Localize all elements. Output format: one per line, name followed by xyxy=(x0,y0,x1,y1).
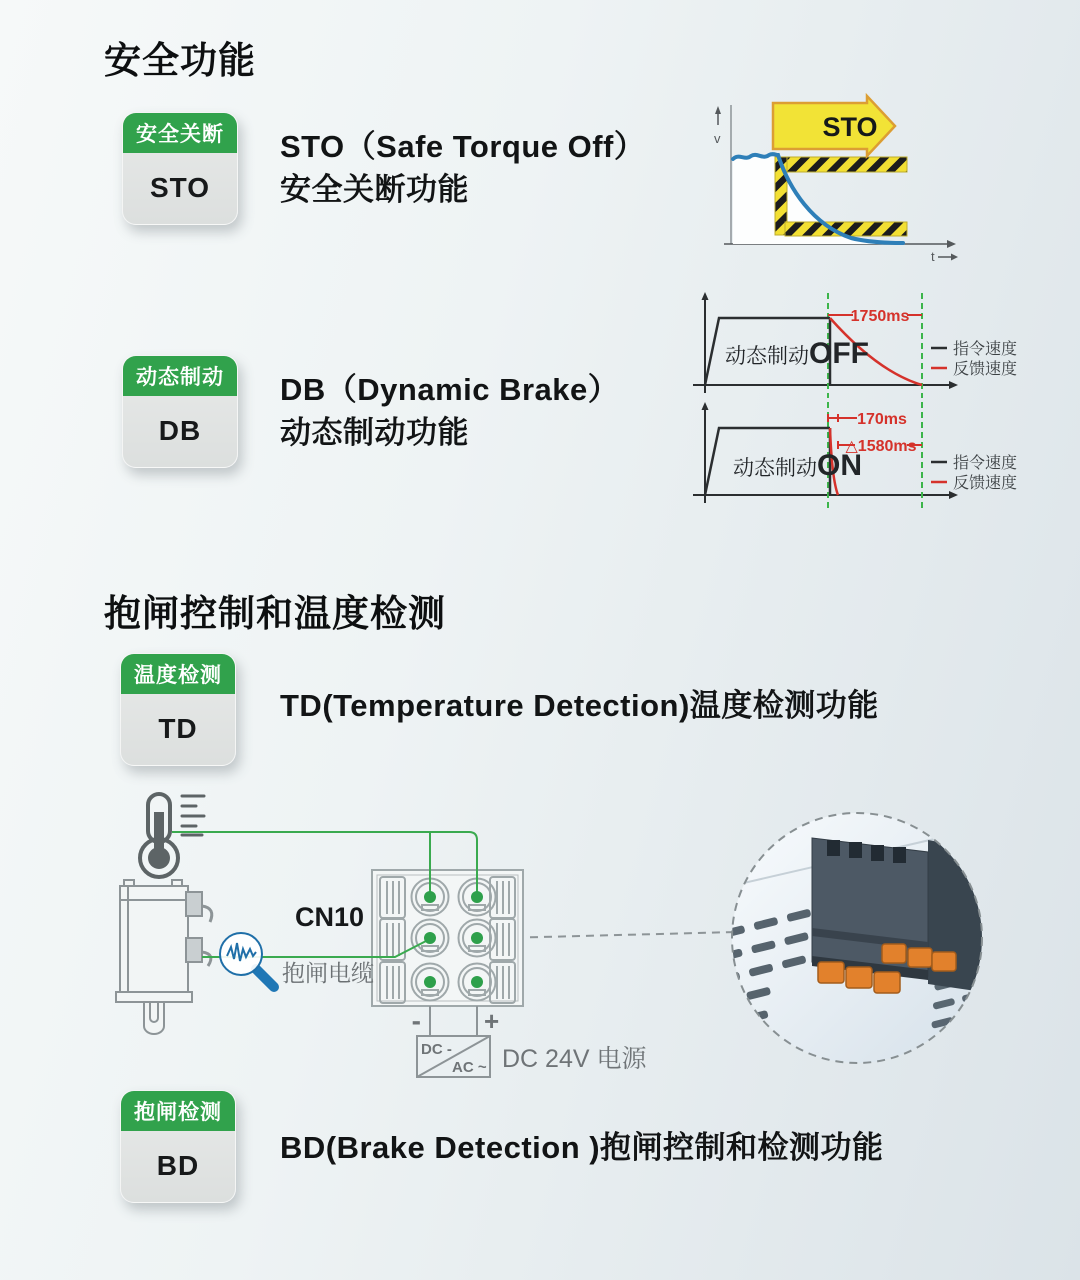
db-on-time-saved-label: △1580ms xyxy=(845,438,917,455)
psu-label: DC 24V 电源 xyxy=(502,1045,647,1073)
thermometer-icon xyxy=(140,794,204,877)
feature-sto-line1: STO（Safe Torque Off） xyxy=(280,129,646,164)
badge-bd-tag: 抱闸检测 xyxy=(121,1091,235,1131)
sto-y-axis-arrow xyxy=(715,106,721,114)
db-off-time-label: 1750ms xyxy=(850,308,910,325)
badge-db xyxy=(122,355,238,468)
feature-db-line1: DB（Dynamic Brake） xyxy=(280,372,620,407)
badge-bd xyxy=(120,1090,236,1203)
connector-label: CN10 xyxy=(295,902,365,932)
badge-sto-code: STO xyxy=(149,172,211,203)
wiring-diagram xyxy=(90,780,1002,1085)
badge-td-code: TD xyxy=(158,713,198,744)
plus-label: + xyxy=(484,1006,500,1036)
badge-db-tag: 动态制动 xyxy=(123,356,237,396)
magnifier-icon xyxy=(220,933,274,987)
motor-illustration xyxy=(116,880,212,1034)
section-title-brake-temp: 抱闸控制和温度检测 xyxy=(104,593,446,634)
feature-bd-line1: BD(Brake Detection )抱闸控制和检测功能 xyxy=(280,1130,884,1165)
badge-bd-code: BD xyxy=(156,1150,200,1181)
feature-db-line2: 动态制动功能 xyxy=(280,415,469,450)
badge-sto xyxy=(122,112,238,225)
psu-box xyxy=(417,1036,490,1077)
badge-td xyxy=(120,653,236,766)
sto-y-axis-label: v xyxy=(714,131,721,146)
feature-td xyxy=(280,684,879,727)
db-on-time-label: 170ms xyxy=(857,411,907,428)
db-on-chart xyxy=(693,402,1017,508)
hazard-bar-top xyxy=(775,157,907,172)
hazard-bar-bottom xyxy=(785,222,907,236)
db-off-label: 动态制动OFF xyxy=(725,337,869,370)
connector-photo xyxy=(689,813,995,1063)
db-off-legend-feedback: 反馈速度 xyxy=(953,361,1018,378)
db-off-legend-command: 指令速度 xyxy=(953,341,1018,358)
feature-td-line1: TD(Temperature Detection)温度检测功能 xyxy=(280,688,879,723)
feature-sto-line2: 安全关断功能 xyxy=(280,172,469,207)
feature-db xyxy=(280,368,619,454)
sto-x-axis-label: t xyxy=(931,249,935,264)
db-on-legend-command: 指令速度 xyxy=(953,455,1018,472)
feature-bd xyxy=(280,1126,884,1169)
db-charts xyxy=(685,290,1030,530)
cable-label: 抱闸电缆 xyxy=(282,960,374,986)
psu-ac-label: AC ~ xyxy=(452,1059,487,1076)
badge-db-code: DB xyxy=(158,415,202,446)
feature-sto xyxy=(280,125,645,211)
dashed-link-line xyxy=(502,932,737,938)
psu-dc-label: DC - xyxy=(421,1041,452,1058)
badge-td-tag: 温度检测 xyxy=(121,654,235,694)
badge-sto-tag: 安全关断 xyxy=(123,113,237,153)
sto-diagram xyxy=(705,95,960,267)
db-off-chart xyxy=(693,292,1017,398)
db-on-label: 动态制动ON xyxy=(733,449,862,482)
sto-arrow-label: STO xyxy=(822,112,878,142)
section-title-safety: 安全功能 xyxy=(104,40,256,81)
terminal-block xyxy=(372,870,523,1006)
minus-label: - xyxy=(411,1005,421,1036)
db-on-legend-feedback: 反馈速度 xyxy=(953,475,1018,492)
sto-x-axis-arrow xyxy=(947,240,956,248)
